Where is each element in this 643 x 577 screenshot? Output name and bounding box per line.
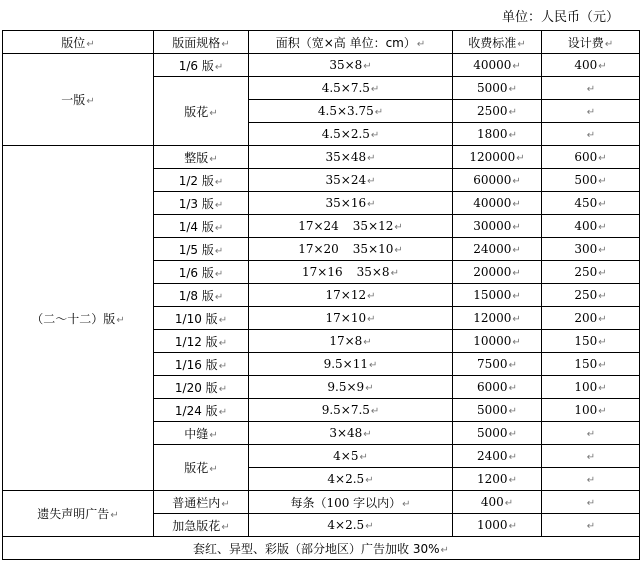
area-cell: 35×16↵: [249, 192, 453, 215]
fee-cell: 5000↵: [453, 422, 542, 445]
paragraph-mark-icon: ↵: [517, 38, 526, 50]
paragraph-mark-icon: ↵: [508, 429, 517, 440]
area-cell: 4.5×3.75↵: [249, 100, 453, 123]
spec-cell: 版花↵: [154, 445, 249, 491]
paragraph-mark-icon: ↵: [598, 153, 607, 164]
paragraph-mark-icon: ↵: [516, 153, 525, 164]
area-cell: 9.5×7.5↵: [249, 399, 453, 422]
rate-table: [2, 30, 640, 560]
paragraph-mark-icon: ↵: [440, 544, 449, 556]
area-cell: 17×24 35×12↵: [249, 215, 453, 238]
design-cell: 400↵: [542, 54, 640, 77]
paragraph-mark-icon: ↵: [402, 498, 411, 510]
area-cell: 9.5×9↵: [249, 376, 453, 399]
paragraph-mark-icon: ↵: [116, 314, 125, 326]
design-cell: 300↵: [542, 238, 640, 261]
paragraph-mark-icon: ↵: [586, 429, 596, 440]
fee-cell: 30000↵: [453, 215, 542, 238]
paragraph-mark-icon: ↵: [214, 199, 224, 211]
paragraph-mark-icon: ↵: [508, 475, 517, 486]
fee-cell: 2400↵: [453, 445, 542, 468]
paragraph-mark-icon: ↵: [359, 452, 368, 463]
fee-cell: 7500↵: [453, 353, 542, 376]
paragraph-mark-icon: ↵: [209, 153, 218, 165]
paragraph-mark-icon: ↵: [221, 521, 230, 533]
paragraph-mark-icon: ↵: [367, 153, 376, 164]
paragraph-mark-icon: ↵: [508, 383, 517, 394]
fee-cell: 1800↵: [453, 123, 542, 146]
spec-cell: 1/6 版↵: [154, 261, 249, 284]
header-design: 设计费↵: [542, 31, 640, 54]
fee-cell: 2500↵: [453, 100, 542, 123]
paragraph-mark-icon: ↵: [370, 406, 380, 417]
fee-cell: 6000↵: [453, 376, 542, 399]
paragraph-mark-icon: ↵: [367, 291, 376, 302]
paragraph-mark-icon: ↵: [365, 521, 374, 532]
table-row: [3, 491, 640, 514]
paragraph-mark-icon: ↵: [598, 291, 607, 302]
paragraph-mark-icon: ↵: [209, 429, 218, 441]
paragraph-mark-icon: ↵: [512, 222, 521, 233]
paragraph-mark-icon: ↵: [214, 291, 224, 303]
table-row: [3, 54, 640, 77]
paragraph-mark-icon: ↵: [363, 61, 372, 72]
design-cell: 150↵: [542, 353, 640, 376]
paragraph-mark-icon: ↵: [512, 176, 521, 187]
paragraph-mark-icon: ↵: [110, 510, 119, 521]
design-cell: 100↵: [542, 376, 640, 399]
footer-row: [3, 537, 640, 560]
spec-cell: 1/2 版↵: [154, 169, 249, 192]
paragraph-mark-icon: ↵: [209, 464, 218, 475]
design-cell: [542, 100, 640, 123]
paragraph-mark-icon: ↵: [512, 314, 521, 325]
fee-cell: 40000↵: [453, 192, 542, 215]
paragraph-mark-icon: ↵: [209, 107, 218, 119]
spec-cell: 加急版花↵: [154, 514, 249, 537]
area-cell: 17×20 35×10↵: [249, 238, 453, 261]
spec-cell: 1/4 版↵: [154, 215, 249, 238]
paragraph-mark-icon: ↵: [508, 521, 517, 532]
fee-cell: 1000↵: [453, 514, 542, 537]
paragraph-mark-icon: ↵: [512, 268, 521, 279]
paragraph-mark-icon: ↵: [218, 360, 228, 372]
position-cell: 遗失声明广告↵: [3, 491, 154, 537]
paragraph-mark-icon: ↵: [218, 337, 228, 349]
paragraph-mark-icon: ↵: [363, 337, 372, 348]
design-cell: [542, 514, 640, 537]
paragraph-mark-icon: ↵: [369, 360, 378, 371]
table-row: [3, 146, 640, 169]
area-cell: 每条（100 字以内）↵: [249, 491, 453, 514]
area-cell: 4.5×2.5↵: [249, 123, 453, 146]
spec-cell: 1/8 版↵: [154, 284, 249, 307]
paragraph-mark-icon: ↵: [598, 61, 607, 72]
paragraph-mark-icon: ↵: [598, 222, 607, 233]
spec-cell: 1/6 版↵: [154, 54, 249, 77]
spec-cell: 1/3 版↵: [154, 192, 249, 215]
design-cell: 100↵: [542, 399, 640, 422]
spec-cell: 1/10 版↵: [154, 307, 249, 330]
paragraph-mark-icon: ↵: [367, 199, 376, 210]
paragraph-mark-icon: ↵: [598, 268, 607, 279]
design-cell: [542, 468, 640, 491]
paragraph-mark-icon: ↵: [508, 406, 517, 417]
fee-cell: 60000↵: [453, 169, 542, 192]
header-spec: 版面规格↵: [154, 31, 249, 54]
paragraph-mark-icon: ↵: [86, 96, 95, 107]
fee-cell: 12000↵: [453, 307, 542, 330]
paragraph-mark-icon: ↵: [512, 245, 521, 256]
design-cell: 250↵: [542, 261, 640, 284]
area-cell: 17×16 35×8↵: [249, 261, 453, 284]
design-cell: [542, 123, 640, 146]
paragraph-mark-icon: ↵: [508, 452, 517, 463]
design-cell: 600↵: [542, 146, 640, 169]
paragraph-mark-icon: ↵: [512, 337, 521, 348]
paragraph-mark-icon: ↵: [586, 498, 596, 509]
area-cell: 17×10↵: [249, 307, 453, 330]
paragraph-mark-icon: ↵: [504, 498, 514, 509]
fee-cell: 10000↵: [453, 330, 542, 353]
paragraph-mark-icon: ↵: [586, 452, 596, 463]
fee-cell: 40000↵: [453, 54, 542, 77]
paragraph-mark-icon: ↵: [598, 360, 607, 371]
area-cell: 4×5↵: [249, 445, 453, 468]
fee-cell: 120000↵: [453, 146, 542, 169]
paragraph-mark-icon: ↵: [370, 130, 380, 141]
paragraph-mark-icon: ↵: [598, 176, 607, 187]
paragraph-mark-icon: ↵: [214, 222, 224, 234]
paragraph-mark-icon: ↵: [598, 337, 607, 348]
paragraph-mark-icon: ↵: [214, 245, 224, 257]
paragraph-mark-icon: ↵: [365, 475, 374, 486]
spec-cell: 1/20 版↵: [154, 376, 249, 399]
paragraph-mark-icon: ↵: [598, 406, 607, 417]
paragraph-mark-icon: ↵: [218, 406, 228, 418]
area-cell: 17×12↵: [249, 284, 453, 307]
spec-cell: 1/12 版↵: [154, 330, 249, 353]
paragraph-mark-icon: ↵: [508, 130, 517, 141]
header-row: [3, 31, 640, 54]
paragraph-mark-icon: ↵: [221, 498, 230, 510]
spec-cell: 整版↵: [154, 146, 249, 169]
paragraph-mark-icon: ↵: [512, 199, 521, 210]
paragraph-mark-icon: ↵: [374, 107, 384, 118]
paragraph-mark-icon: ↵: [512, 291, 521, 302]
paragraph-mark-icon: ↵: [394, 245, 403, 256]
paragraph-mark-icon: ↵: [416, 38, 426, 50]
area-cell: 4.5×7.5↵: [249, 77, 453, 100]
design-cell: 500↵: [542, 169, 640, 192]
paragraph-mark-icon: ↵: [586, 84, 596, 95]
design-cell: [542, 422, 640, 445]
area-cell: 4×2.5↵: [249, 468, 453, 491]
paragraph-mark-icon: ↵: [512, 61, 521, 72]
header-area: 面积（宽×高 单位：cm）↵: [249, 31, 453, 54]
paragraph-mark-icon: ↵: [508, 84, 517, 95]
area-cell: 35×48↵: [249, 146, 453, 169]
area-cell: 4×2.5↵: [249, 514, 453, 537]
area-cell: 3×48↵: [249, 422, 453, 445]
area-cell: 35×8↵: [249, 54, 453, 77]
design-cell: [542, 491, 640, 514]
design-cell: [542, 77, 640, 100]
paragraph-mark-icon: ↵: [598, 199, 607, 210]
footer-note: 套红、异型、彩版（部分地区）广告加收 30%↵: [3, 537, 640, 560]
paragraph-mark-icon: ↵: [586, 521, 596, 532]
paragraph-mark-icon: ↵: [367, 176, 376, 187]
fee-cell: 15000↵: [453, 284, 542, 307]
design-cell: 150↵: [542, 330, 640, 353]
paragraph-mark-icon: ↵: [365, 383, 374, 394]
fee-cell: 24000↵: [453, 238, 542, 261]
design-cell: 250↵: [542, 284, 640, 307]
area-cell: 35×24↵: [249, 169, 453, 192]
paragraph-mark-icon: ↵: [508, 360, 517, 371]
paragraph-mark-icon: ↵: [586, 475, 596, 486]
header-fee: 收费标准↵: [453, 31, 542, 54]
paragraph-mark-icon: ↵: [363, 429, 372, 440]
header-position: 版位↵: [3, 31, 154, 54]
area-cell: 9.5×11↵: [249, 353, 453, 376]
paragraph-mark-icon: ↵: [508, 107, 517, 118]
spec-cell: 版花↵: [154, 77, 249, 146]
paragraph-mark-icon: ↵: [390, 268, 399, 279]
paragraph-mark-icon: ↵: [221, 38, 230, 50]
design-cell: 450↵: [542, 192, 640, 215]
spec-cell: 中缝↵: [154, 422, 249, 445]
paragraph-mark-icon: ↵: [218, 314, 228, 326]
paragraph-mark-icon: ↵: [214, 176, 224, 188]
paragraph-mark-icon: ↵: [218, 383, 228, 395]
paragraph-mark-icon: ↵: [598, 245, 607, 256]
design-cell: 400↵: [542, 215, 640, 238]
fee-cell: 5000↵: [453, 77, 542, 100]
paragraph-mark-icon: ↵: [598, 383, 607, 394]
position-cell: 一版↵: [3, 54, 154, 146]
paragraph-mark-icon: ↵: [586, 107, 596, 118]
fee-cell: 20000↵: [453, 261, 542, 284]
unit-label: 单位：人民币（元）: [501, 10, 619, 25]
paragraph-mark-icon: ↵: [214, 268, 224, 280]
area-cell: 17×8↵: [249, 330, 453, 353]
fee-cell: 1200↵: [453, 468, 542, 491]
paragraph-mark-icon: ↵: [370, 84, 380, 95]
paragraph-mark-icon: ↵: [367, 314, 376, 325]
design-cell: [542, 445, 640, 468]
spec-cell: 1/5 版↵: [154, 238, 249, 261]
paragraph-mark-icon: ↵: [86, 38, 95, 50]
paragraph-mark-icon: ↵: [214, 61, 224, 73]
design-cell: 200↵: [542, 307, 640, 330]
spec-cell: 1/16 版↵: [154, 353, 249, 376]
paragraph-mark-icon: ↵: [586, 130, 596, 141]
paragraph-mark-icon: ↵: [604, 38, 614, 50]
table-body: [3, 54, 640, 537]
paragraph-mark-icon: ↵: [394, 222, 403, 233]
paragraph-mark-icon: ↵: [598, 314, 607, 325]
position-cell: （二～十二）版↵: [3, 146, 154, 491]
fee-cell: 5000↵: [453, 399, 542, 422]
fee-cell: 400↵: [453, 491, 542, 514]
spec-cell: 1/24 版↵: [154, 399, 249, 422]
spec-cell: 普通栏内↵: [154, 491, 249, 514]
